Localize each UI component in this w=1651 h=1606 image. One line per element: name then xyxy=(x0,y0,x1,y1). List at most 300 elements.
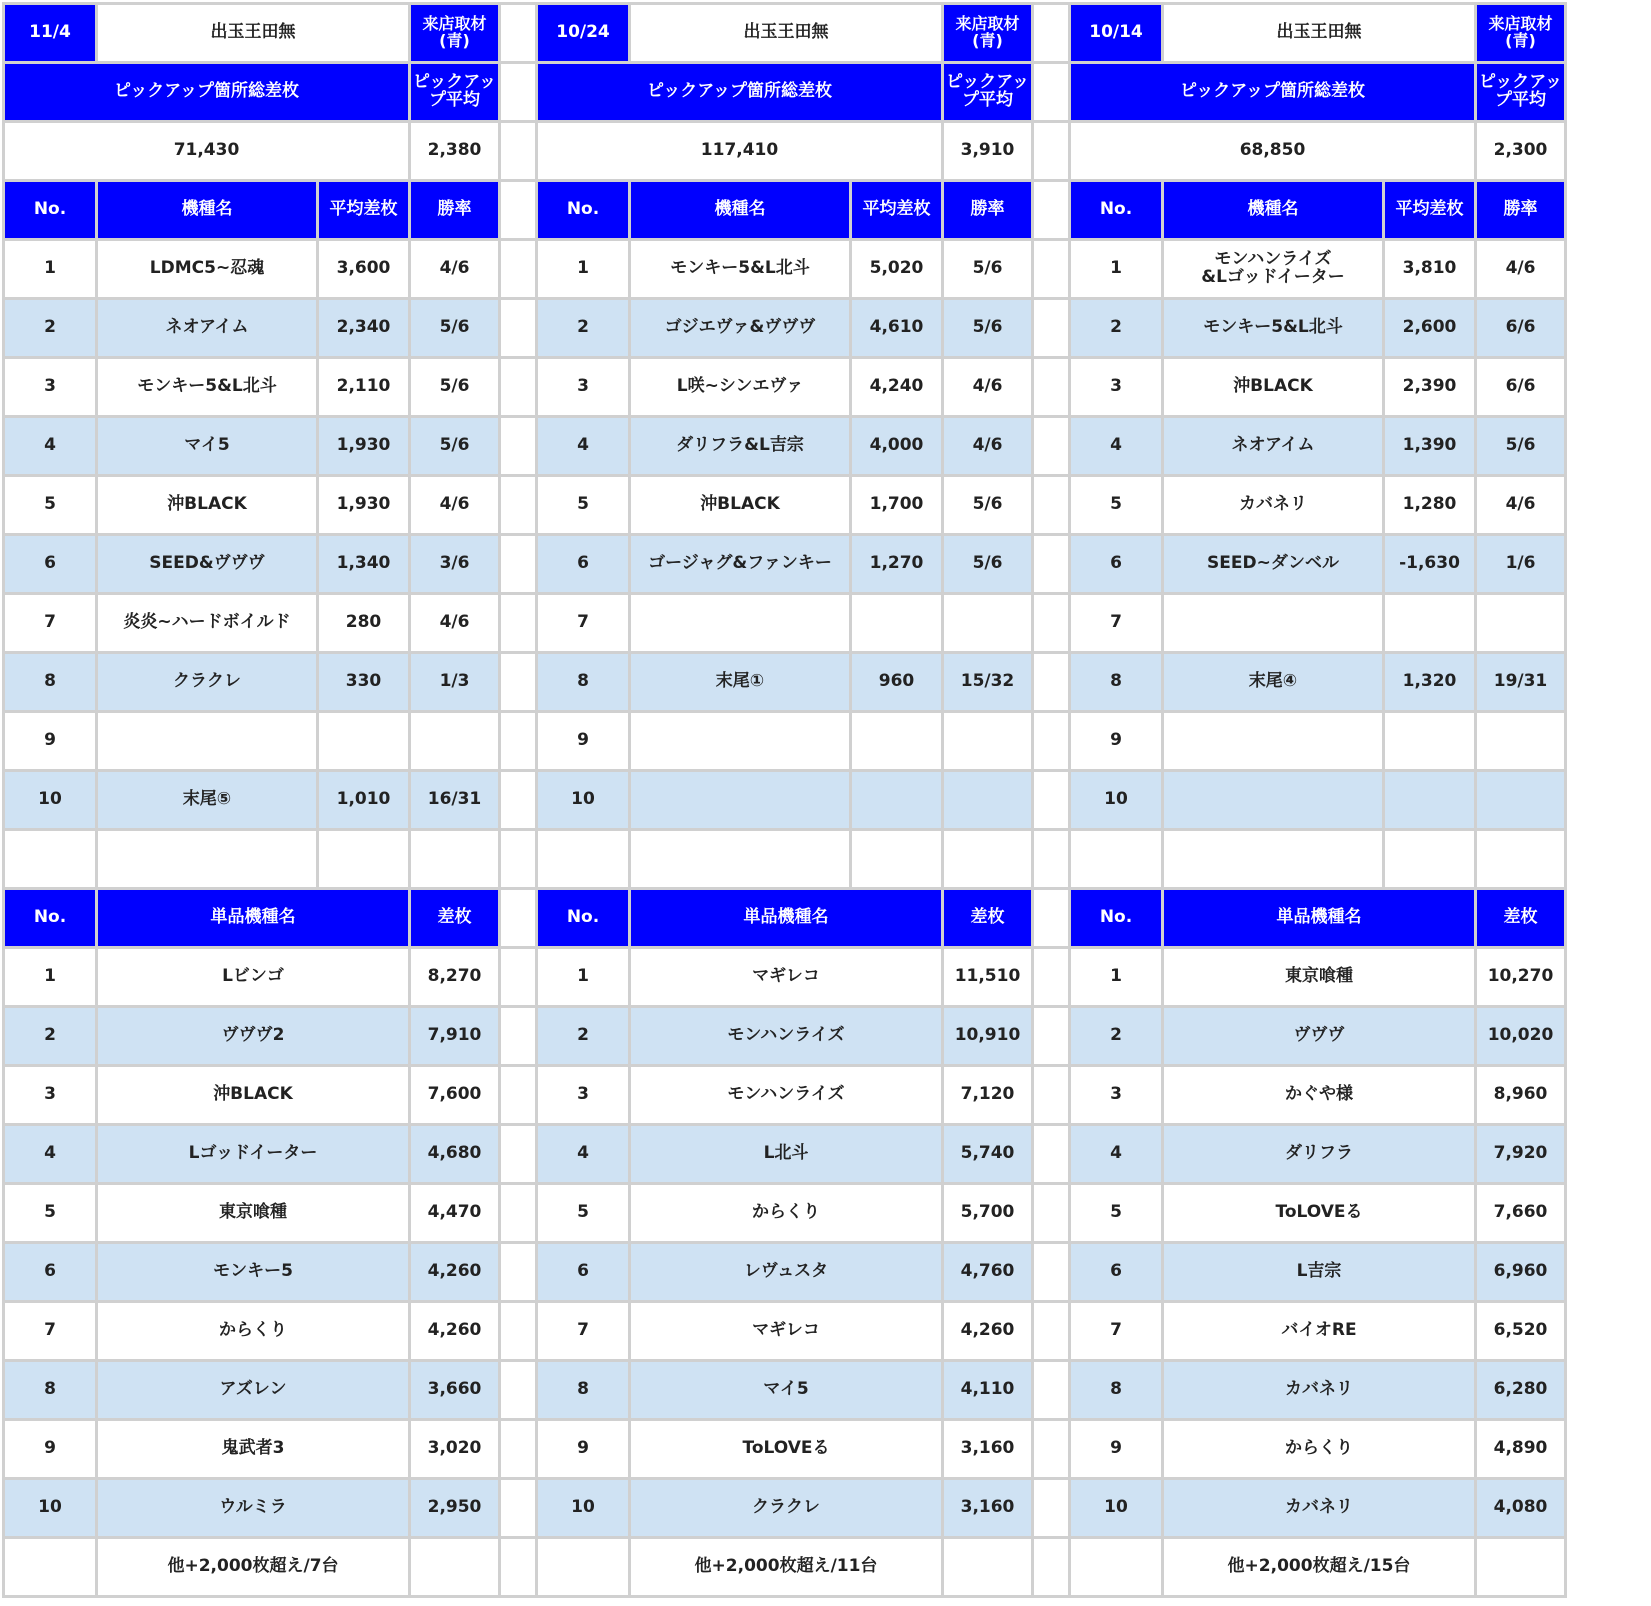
rank-number: 3 xyxy=(1070,358,1163,417)
win-rate: 19/31 xyxy=(1476,653,1566,712)
col-header-rate: 勝率 xyxy=(410,181,500,240)
single-rank-number: 7 xyxy=(1070,1302,1163,1361)
panel-gap xyxy=(500,63,537,122)
average-diff: 1,930 xyxy=(318,476,410,535)
table-row xyxy=(4,1538,1566,1597)
rank-number: 3 xyxy=(4,358,97,417)
single-machine-name: ToLOVEる xyxy=(1163,1184,1476,1243)
single-diff: 3,660 xyxy=(410,1361,500,1420)
col-header-avg: 平均差枚 xyxy=(1384,181,1476,240)
panel-gap xyxy=(500,535,537,594)
single-diff: 8,270 xyxy=(410,948,500,1007)
machine-name: ダリフラ&L吉宗 xyxy=(630,417,851,476)
win-rate: 5/6 xyxy=(410,417,500,476)
single-diff: 5,700 xyxy=(943,1184,1033,1243)
visit-badge-line1: 来店取材 xyxy=(1488,14,1553,34)
panel-gap xyxy=(1033,1538,1070,1597)
single-header-no: No. xyxy=(1070,889,1163,948)
table-row xyxy=(4,1243,1566,1302)
average-diff: 2,390 xyxy=(1384,358,1476,417)
footer-blank xyxy=(1070,1538,1163,1597)
average-diff: 1,340 xyxy=(318,535,410,594)
blank-cell xyxy=(1163,830,1384,889)
panel-gap xyxy=(1033,535,1070,594)
single-header-name: 単品機種名 xyxy=(97,889,410,948)
single-rank-number: 10 xyxy=(1070,1479,1163,1538)
single-diff: 7,910 xyxy=(410,1007,500,1066)
average-diff xyxy=(851,712,943,771)
panel-gap xyxy=(500,948,537,1007)
blank-cell xyxy=(97,830,318,889)
footer-note: 他+2,000枚超え/7台 xyxy=(97,1538,410,1597)
single-machine-name: ヴヴヴ xyxy=(1163,1007,1476,1066)
blank-cell xyxy=(318,830,410,889)
single-rank-number: 6 xyxy=(537,1243,630,1302)
footer-blank xyxy=(4,1538,97,1597)
panel-gap xyxy=(1033,1184,1070,1243)
single-rank-number: 9 xyxy=(4,1420,97,1479)
single-rank-number: 8 xyxy=(1070,1361,1163,1420)
table-row xyxy=(4,240,1566,299)
panel-gap xyxy=(1033,771,1070,830)
panel-gap xyxy=(1033,889,1070,948)
average-diff xyxy=(1384,712,1476,771)
single-diff: 7,660 xyxy=(1476,1184,1566,1243)
rank-number: 6 xyxy=(1070,535,1163,594)
col-header-avg: 平均差枚 xyxy=(318,181,410,240)
average-diff: 5,020 xyxy=(851,240,943,299)
panel-gap xyxy=(500,240,537,299)
table-row xyxy=(4,4,1566,63)
machine-name xyxy=(1163,594,1384,653)
single-diff: 7,120 xyxy=(943,1066,1033,1125)
single-rank-number: 2 xyxy=(4,1007,97,1066)
single-diff: 7,920 xyxy=(1476,1125,1566,1184)
average-diff: 1,320 xyxy=(1384,653,1476,712)
rank-number: 5 xyxy=(537,476,630,535)
average-diff: 3,600 xyxy=(318,240,410,299)
single-machine-name: 東京喰種 xyxy=(1163,948,1476,1007)
machine-name xyxy=(1163,240,1384,299)
win-rate: 6/6 xyxy=(1476,358,1566,417)
single-machine-name: ヴヴヴ2 xyxy=(97,1007,410,1066)
single-machine-name: マギレコ xyxy=(630,1302,943,1361)
single-rank-number: 3 xyxy=(4,1066,97,1125)
rank-number: 4 xyxy=(537,417,630,476)
win-rate xyxy=(943,771,1033,830)
average-diff: 1,930 xyxy=(318,417,410,476)
single-diff: 4,260 xyxy=(410,1302,500,1361)
average-diff xyxy=(1384,771,1476,830)
win-rate: 5/6 xyxy=(943,535,1033,594)
win-rate: 15/32 xyxy=(943,653,1033,712)
win-rate: 4/6 xyxy=(943,417,1033,476)
table-row xyxy=(4,1361,1566,1420)
single-diff: 8,960 xyxy=(1476,1066,1566,1125)
single-machine-name: からくり xyxy=(630,1184,943,1243)
average-diff xyxy=(1384,594,1476,653)
table-row xyxy=(4,535,1566,594)
machine-name-line: &Lゴッドイーター xyxy=(1201,267,1345,287)
col-header-name: 機種名 xyxy=(630,181,851,240)
average-diff: 1,270 xyxy=(851,535,943,594)
single-rank-number: 6 xyxy=(4,1243,97,1302)
single-diff: 3,160 xyxy=(943,1420,1033,1479)
rank-number: 5 xyxy=(4,476,97,535)
panel-gap xyxy=(1033,358,1070,417)
single-diff: 10,270 xyxy=(1476,948,1566,1007)
footer-note: 他+2,000枚超え/15台 xyxy=(1163,1538,1476,1597)
average-diff: 4,000 xyxy=(851,417,943,476)
comparison-table xyxy=(2,2,1567,1598)
rank-number: 2 xyxy=(4,299,97,358)
panel-gap xyxy=(500,417,537,476)
average-diff: 1,010 xyxy=(318,771,410,830)
machine-name-line: モンハンライズ xyxy=(1214,249,1332,270)
win-rate: 4/6 xyxy=(410,476,500,535)
win-rate: 4/6 xyxy=(1476,240,1566,299)
rank-number: 2 xyxy=(1070,299,1163,358)
single-diff: 4,260 xyxy=(943,1302,1033,1361)
win-rate: 3/6 xyxy=(410,535,500,594)
single-diff: 4,890 xyxy=(1476,1420,1566,1479)
single-rank-number: 9 xyxy=(1070,1420,1163,1479)
single-rank-number: 2 xyxy=(1070,1007,1163,1066)
table-row xyxy=(4,1420,1566,1479)
single-diff: 6,520 xyxy=(1476,1302,1566,1361)
visit-badge-line2: (青) xyxy=(439,31,470,50)
machine-name xyxy=(630,594,851,653)
panel-gap xyxy=(500,122,537,181)
col-header-rate: 勝率 xyxy=(1476,181,1566,240)
rank-number: 6 xyxy=(4,535,97,594)
single-machine-name: モンハンライズ xyxy=(630,1007,943,1066)
panel-gap xyxy=(1033,653,1070,712)
rank-number: 10 xyxy=(1070,771,1163,830)
col-header-no: No. xyxy=(1070,181,1163,240)
visit-badge-line1: 来店取材 xyxy=(955,14,1020,34)
machine-name: ネオアイム xyxy=(1163,417,1384,476)
single-machine-name: ウルミラ xyxy=(97,1479,410,1538)
single-diff: 5,740 xyxy=(943,1125,1033,1184)
average-diff: 4,240 xyxy=(851,358,943,417)
single-header-name: 単品機種名 xyxy=(630,889,943,948)
date-label: 11/4 xyxy=(4,4,97,63)
single-header-no: No. xyxy=(4,889,97,948)
machine-name: SEED~ダンベル xyxy=(1163,535,1384,594)
single-machine-name: バイオRE xyxy=(1163,1302,1476,1361)
rank-number: 9 xyxy=(1070,712,1163,771)
single-diff: 4,680 xyxy=(410,1125,500,1184)
win-rate: 6/6 xyxy=(1476,299,1566,358)
win-rate xyxy=(1476,771,1566,830)
panel-gap xyxy=(500,299,537,358)
rank-number: 1 xyxy=(4,240,97,299)
average-diff: 2,600 xyxy=(1384,299,1476,358)
table-row xyxy=(4,1066,1566,1125)
single-machine-name: からくり xyxy=(1163,1420,1476,1479)
single-rank-number: 4 xyxy=(1070,1125,1163,1184)
average-diff: -1,630 xyxy=(1384,535,1476,594)
col-header-name: 機種名 xyxy=(1163,181,1384,240)
machine-name: 末尾⑤ xyxy=(97,771,318,830)
pickup-avg-value: 2,380 xyxy=(410,122,500,181)
single-machine-name: ダリフラ xyxy=(1163,1125,1476,1184)
footer-blank xyxy=(410,1538,500,1597)
single-header-diff: 差枚 xyxy=(943,889,1033,948)
single-rank-number: 10 xyxy=(537,1479,630,1538)
rank-number: 10 xyxy=(537,771,630,830)
average-diff: 4,610 xyxy=(851,299,943,358)
panel-gap xyxy=(500,1066,537,1125)
single-diff: 4,470 xyxy=(410,1184,500,1243)
panel-gap xyxy=(500,1479,537,1538)
panel-gap xyxy=(500,1538,537,1597)
single-rank-number: 4 xyxy=(537,1125,630,1184)
table-row xyxy=(4,63,1566,122)
col-header-no: No. xyxy=(4,181,97,240)
single-diff: 4,110 xyxy=(943,1361,1033,1420)
pickup-avg-value: 3,910 xyxy=(943,122,1033,181)
single-machine-name: 鬼武者3 xyxy=(97,1420,410,1479)
blank-cell xyxy=(4,830,97,889)
rank-number: 7 xyxy=(1070,594,1163,653)
store-name: 出玉王田無 xyxy=(97,4,410,63)
panel-gap xyxy=(1033,122,1070,181)
footer-blank xyxy=(537,1538,630,1597)
machine-name: L咲~シンエヴァ xyxy=(630,358,851,417)
single-rank-number: 7 xyxy=(4,1302,97,1361)
single-rank-number: 5 xyxy=(1070,1184,1163,1243)
pickup-avg-label: ピックアップ平均 xyxy=(410,63,500,122)
machine-name: ネオアイム xyxy=(97,299,318,358)
machine-name: モンキー5&L北斗 xyxy=(97,358,318,417)
blank-cell xyxy=(1070,830,1163,889)
pickup-avg-label: ピックアップ平均 xyxy=(943,63,1033,122)
rank-number: 7 xyxy=(4,594,97,653)
panel-gap xyxy=(500,358,537,417)
average-diff: 280 xyxy=(318,594,410,653)
pickup-avg-label: ピックアップ平均 xyxy=(1476,63,1566,122)
rank-number: 8 xyxy=(1070,653,1163,712)
machine-name: 沖BLACK xyxy=(1163,358,1384,417)
single-diff: 4,260 xyxy=(410,1243,500,1302)
rank-number: 8 xyxy=(4,653,97,712)
table-row xyxy=(4,771,1566,830)
win-rate: 4/6 xyxy=(1476,476,1566,535)
single-machine-name: カバネリ xyxy=(1163,1479,1476,1538)
single-rank-number: 10 xyxy=(4,1479,97,1538)
win-rate xyxy=(410,712,500,771)
single-machine-name: マギレコ xyxy=(630,948,943,1007)
blank-cell xyxy=(851,830,943,889)
rank-number: 5 xyxy=(1070,476,1163,535)
pickup-total-label: ピックアップ箇所総差枚 xyxy=(1070,63,1476,122)
rank-number: 7 xyxy=(537,594,630,653)
rank-number: 9 xyxy=(4,712,97,771)
single-rank-number: 8 xyxy=(4,1361,97,1420)
panel-gap xyxy=(500,594,537,653)
rank-number: 9 xyxy=(537,712,630,771)
blank-cell xyxy=(1384,830,1476,889)
footer-blank xyxy=(1476,1538,1566,1597)
panel-gap xyxy=(1033,4,1070,63)
average-diff xyxy=(318,712,410,771)
pickup-total-label: ピックアップ箇所総差枚 xyxy=(537,63,943,122)
win-rate: 5/6 xyxy=(410,358,500,417)
single-diff: 6,280 xyxy=(1476,1361,1566,1420)
single-rank-number: 8 xyxy=(537,1361,630,1420)
panel-gap xyxy=(1033,830,1070,889)
panel-gap xyxy=(500,1243,537,1302)
table-row xyxy=(4,476,1566,535)
machine-name: モンキー5&L北斗 xyxy=(1163,299,1384,358)
rank-number: 4 xyxy=(4,417,97,476)
panel-gap xyxy=(500,1125,537,1184)
single-header-no: No. xyxy=(537,889,630,948)
machine-name: LDMC5~忍魂 xyxy=(97,240,318,299)
col-header-name: 機種名 xyxy=(97,181,318,240)
average-diff: 3,810 xyxy=(1384,240,1476,299)
panel-gap xyxy=(500,712,537,771)
rank-number: 3 xyxy=(537,358,630,417)
single-diff: 4,080 xyxy=(1476,1479,1566,1538)
panel-gap xyxy=(500,830,537,889)
machine-name xyxy=(630,771,851,830)
pickup-total-value: 68,850 xyxy=(1070,122,1476,181)
single-header-diff: 差枚 xyxy=(410,889,500,948)
panel-gap xyxy=(500,889,537,948)
visit-badge-line1: 来店取材 xyxy=(422,14,487,34)
win-rate: 4/6 xyxy=(943,358,1033,417)
single-machine-name: かぐや様 xyxy=(1163,1066,1476,1125)
single-diff: 3,020 xyxy=(410,1420,500,1479)
single-rank-number: 9 xyxy=(537,1420,630,1479)
win-rate: 5/6 xyxy=(1476,417,1566,476)
table-row xyxy=(4,948,1566,1007)
single-machine-name: 沖BLACK xyxy=(97,1066,410,1125)
footer-blank xyxy=(943,1538,1033,1597)
rank-number: 6 xyxy=(537,535,630,594)
table-row xyxy=(4,594,1566,653)
table-row xyxy=(4,1007,1566,1066)
machine-name: SEED&ヴヴヴ xyxy=(97,535,318,594)
visit-badge-line2: (青) xyxy=(1505,31,1536,50)
machine-name: 末尾① xyxy=(630,653,851,712)
win-rate: 4/6 xyxy=(410,594,500,653)
machine-name xyxy=(1163,771,1384,830)
machine-name: 沖BLACK xyxy=(630,476,851,535)
panel-gap xyxy=(500,1361,537,1420)
average-diff: 1,280 xyxy=(1384,476,1476,535)
panel-gap xyxy=(1033,181,1070,240)
panel-gap xyxy=(500,771,537,830)
win-rate: 5/6 xyxy=(943,299,1033,358)
panel-gap xyxy=(500,181,537,240)
single-machine-name: マイ5 xyxy=(630,1361,943,1420)
average-diff: 2,340 xyxy=(318,299,410,358)
machine-name: 炎炎~ハードボイルド xyxy=(97,594,318,653)
date-label: 10/24 xyxy=(537,4,630,63)
panel-gap xyxy=(500,1302,537,1361)
table-row xyxy=(4,1125,1566,1184)
single-rank-number: 1 xyxy=(4,948,97,1007)
panel-gap xyxy=(500,476,537,535)
single-rank-number: 3 xyxy=(537,1066,630,1125)
panel-gap xyxy=(1033,1420,1070,1479)
store-name: 出玉王田無 xyxy=(630,4,943,63)
panel-gap xyxy=(1033,712,1070,771)
machine-name: 沖BLACK xyxy=(97,476,318,535)
single-diff: 6,960 xyxy=(1476,1243,1566,1302)
panel-gap xyxy=(500,653,537,712)
table-row xyxy=(4,122,1566,181)
table-row xyxy=(4,181,1566,240)
rank-number: 2 xyxy=(537,299,630,358)
col-header-no: No. xyxy=(537,181,630,240)
blank-cell xyxy=(630,830,851,889)
panel-gap xyxy=(1033,1361,1070,1420)
panel-gap xyxy=(1033,594,1070,653)
machine-name: 末尾④ xyxy=(1163,653,1384,712)
blank-cell xyxy=(537,830,630,889)
single-header-name: 単品機種名 xyxy=(1163,889,1476,948)
single-machine-name: L北斗 xyxy=(630,1125,943,1184)
win-rate: 5/6 xyxy=(410,299,500,358)
single-diff: 10,020 xyxy=(1476,1007,1566,1066)
table-row xyxy=(4,1302,1566,1361)
table-row xyxy=(4,358,1566,417)
single-diff: 11,510 xyxy=(943,948,1033,1007)
blank-cell xyxy=(410,830,500,889)
footer-note: 他+2,000枚超え/11台 xyxy=(630,1538,943,1597)
pickup-total-label: ピックアップ箇所総差枚 xyxy=(4,63,410,122)
average-diff: 1,390 xyxy=(1384,417,1476,476)
panel-gap xyxy=(1033,1125,1070,1184)
win-rate: 1/6 xyxy=(1476,535,1566,594)
average-diff xyxy=(851,594,943,653)
pickup-avg-value: 2,300 xyxy=(1476,122,1566,181)
rank-number: 8 xyxy=(537,653,630,712)
single-machine-name: レヴュスタ xyxy=(630,1243,943,1302)
win-rate: 1/3 xyxy=(410,653,500,712)
machine-name: マイ5 xyxy=(97,417,318,476)
rank-number: 1 xyxy=(537,240,630,299)
win-rate: 4/6 xyxy=(410,240,500,299)
single-diff: 4,760 xyxy=(943,1243,1033,1302)
single-machine-name: Lゴッドイーター xyxy=(97,1125,410,1184)
pickup-total-value: 117,410 xyxy=(537,122,943,181)
machine-name: モンキー5&L北斗 xyxy=(630,240,851,299)
panel-gap xyxy=(1033,1479,1070,1538)
panel-gap xyxy=(1033,1243,1070,1302)
panel-gap xyxy=(1033,299,1070,358)
single-diff: 2,950 xyxy=(410,1479,500,1538)
blank-cell xyxy=(1476,830,1566,889)
panel-gap xyxy=(1033,63,1070,122)
win-rate xyxy=(943,712,1033,771)
table-row xyxy=(4,299,1566,358)
single-diff: 3,160 xyxy=(943,1479,1033,1538)
rank-number: 1 xyxy=(1070,240,1163,299)
single-rank-number: 3 xyxy=(1070,1066,1163,1125)
table-row xyxy=(4,712,1566,771)
average-diff xyxy=(851,771,943,830)
panel-gap xyxy=(1033,1066,1070,1125)
single-machine-name: L吉宗 xyxy=(1163,1243,1476,1302)
panel-gap xyxy=(1033,1007,1070,1066)
average-diff: 960 xyxy=(851,653,943,712)
